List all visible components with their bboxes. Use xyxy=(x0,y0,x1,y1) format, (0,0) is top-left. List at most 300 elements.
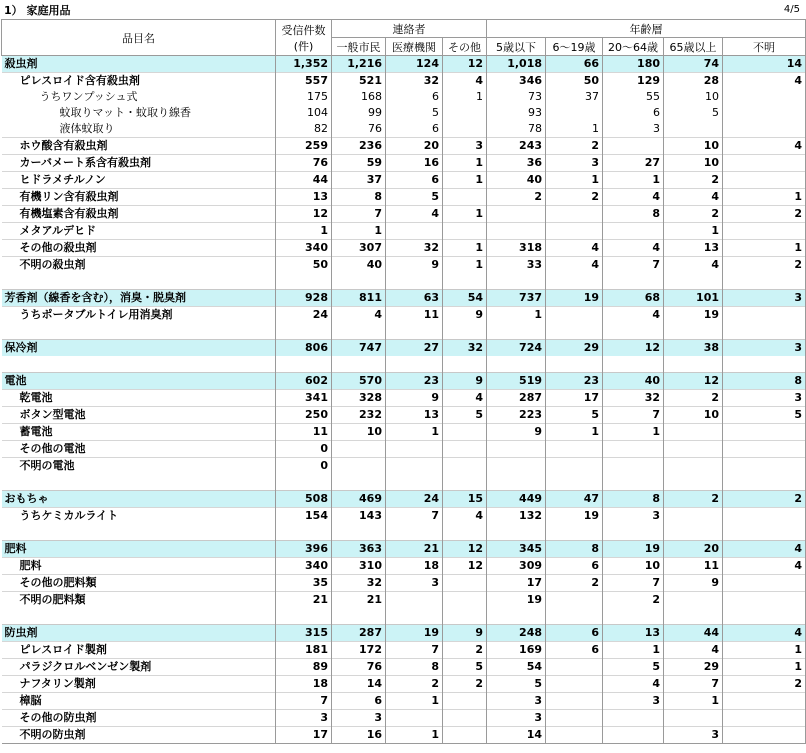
value-cell: 9 xyxy=(664,575,723,592)
table-row xyxy=(2,73,806,90)
value-cell: 6 xyxy=(603,105,664,121)
value-cell: 5 xyxy=(723,407,806,424)
value-cell: 1 xyxy=(443,257,487,274)
value-cell: 2 xyxy=(443,642,487,659)
value-cell: 40 xyxy=(603,373,664,390)
spacer-cell xyxy=(276,323,332,340)
value-cell: 168 xyxy=(332,89,386,105)
value-cell: 1 xyxy=(723,642,806,659)
value-cell: 928 xyxy=(276,290,332,307)
row-label: 蚊取りマット・蚊取り線香 xyxy=(2,105,276,121)
value-cell: 2 xyxy=(723,491,806,508)
value-cell: 1 xyxy=(546,121,603,138)
value-cell: 78 xyxy=(487,121,546,138)
value-cell: 1 xyxy=(603,642,664,659)
value-cell xyxy=(723,424,806,441)
value-cell: 2 xyxy=(664,390,723,407)
value-cell: 3 xyxy=(276,710,332,727)
value-cell: 4 xyxy=(546,240,603,257)
value-cell: 1 xyxy=(386,727,443,744)
value-cell: 3 xyxy=(603,121,664,138)
value-cell xyxy=(332,441,386,458)
value-cell: 27 xyxy=(386,340,443,357)
row-label: 殺虫剤 xyxy=(2,56,276,73)
value-cell: 74 xyxy=(664,56,723,73)
value-cell: 3 xyxy=(443,138,487,155)
value-cell: 21 xyxy=(386,541,443,558)
value-cell: 3 xyxy=(603,508,664,525)
value-cell: 18 xyxy=(386,558,443,575)
value-cell: 7 xyxy=(603,407,664,424)
value-cell: 37 xyxy=(546,89,603,105)
value-cell: 40 xyxy=(487,172,546,189)
value-cell: 5 xyxy=(664,105,723,121)
row-label: 肥料 xyxy=(2,558,276,575)
spacer-cell xyxy=(276,608,332,625)
row-label: うちポータブルトイレ用消臭剤 xyxy=(2,307,276,324)
value-cell xyxy=(723,693,806,710)
row-label: おもちゃ xyxy=(2,491,276,508)
value-cell: 1 xyxy=(723,189,806,206)
value-cell: 12 xyxy=(443,558,487,575)
spacer-cell xyxy=(276,273,332,290)
category-row xyxy=(2,541,806,558)
spacer-cell xyxy=(276,356,332,373)
value-cell: 6 xyxy=(546,625,603,642)
table-row xyxy=(2,240,806,257)
value-cell xyxy=(723,575,806,592)
value-cell: 328 xyxy=(332,390,386,407)
spacer-cell xyxy=(332,608,386,625)
value-cell: 124 xyxy=(386,56,443,73)
value-cell: 1 xyxy=(603,424,664,441)
value-cell: 570 xyxy=(332,373,386,390)
value-cell: 724 xyxy=(487,340,546,357)
spacer-cell xyxy=(546,323,603,340)
spacer-cell xyxy=(443,474,487,491)
header-col-general: 一般市民 xyxy=(332,38,386,56)
value-cell xyxy=(386,710,443,727)
table-row xyxy=(2,458,806,475)
header-col-medical: 医療機関 xyxy=(386,38,443,56)
value-cell: 806 xyxy=(276,340,332,357)
value-cell: 20 xyxy=(664,541,723,558)
table-row xyxy=(2,89,806,105)
value-cell: 2 xyxy=(603,592,664,609)
value-cell: 1,216 xyxy=(332,56,386,73)
value-cell xyxy=(546,592,603,609)
row-label: その他の電池 xyxy=(2,441,276,458)
value-cell: 12 xyxy=(603,340,664,357)
row-label: 有機塩素含有殺虫剤 xyxy=(2,206,276,223)
value-cell: 21 xyxy=(332,592,386,609)
value-cell: 44 xyxy=(276,172,332,189)
value-cell: 1 xyxy=(664,223,723,240)
value-cell: 4 xyxy=(443,508,487,525)
row-label: ピレスロイド含有殺虫剤 xyxy=(2,73,276,90)
table-row xyxy=(2,424,806,441)
value-cell: 68 xyxy=(603,290,664,307)
value-cell: 1 xyxy=(664,693,723,710)
statistics-table xyxy=(1,19,806,744)
value-cell: 2 xyxy=(664,491,723,508)
value-cell: 12 xyxy=(276,206,332,223)
spacer-cell xyxy=(386,273,443,290)
value-cell xyxy=(386,223,443,240)
spacer-row xyxy=(2,524,806,541)
value-cell: 5 xyxy=(603,659,664,676)
value-cell: 4 xyxy=(546,257,603,274)
value-cell: 10 xyxy=(664,407,723,424)
table-row xyxy=(2,710,806,727)
value-cell: 1 xyxy=(443,155,487,172)
value-cell: 340 xyxy=(276,240,332,257)
value-cell: 21 xyxy=(276,592,332,609)
spacer-cell xyxy=(386,474,443,491)
spacer-cell xyxy=(2,474,276,491)
value-cell xyxy=(603,727,664,744)
value-cell: 1 xyxy=(443,172,487,189)
value-cell: 1 xyxy=(546,424,603,441)
row-label: 不明の肥料類 xyxy=(2,592,276,609)
value-cell xyxy=(664,121,723,138)
row-label: 肥料 xyxy=(2,541,276,558)
value-cell: 4 xyxy=(723,541,806,558)
value-cell xyxy=(487,206,546,223)
value-cell: 5 xyxy=(546,407,603,424)
value-cell: 3 xyxy=(723,290,806,307)
value-cell: 7 xyxy=(276,693,332,710)
row-label: うちケミカルライト xyxy=(2,508,276,525)
value-cell: 27 xyxy=(603,155,664,172)
page-number: 4/5 xyxy=(783,4,800,15)
header-col-age-under5: 5歳以下 xyxy=(487,38,546,56)
value-cell: 29 xyxy=(664,659,723,676)
value-cell: 6 xyxy=(386,89,443,105)
spacer-cell xyxy=(2,356,276,373)
table-row xyxy=(2,105,806,121)
spacer-cell xyxy=(332,524,386,541)
table-row xyxy=(2,206,806,223)
value-cell: 66 xyxy=(546,56,603,73)
spacer-cell xyxy=(603,608,664,625)
value-cell: 10 xyxy=(664,155,723,172)
value-cell: 345 xyxy=(487,541,546,558)
value-cell: 37 xyxy=(332,172,386,189)
header-col-age-20-64: 20～64歳 xyxy=(603,38,664,56)
spacer-cell xyxy=(723,323,806,340)
value-cell: 4 xyxy=(443,73,487,90)
value-cell: 10 xyxy=(664,138,723,155)
table-row xyxy=(2,727,806,744)
value-cell: 1 xyxy=(386,693,443,710)
value-cell: 11 xyxy=(386,307,443,324)
table-row xyxy=(2,676,806,693)
table-row xyxy=(2,441,806,458)
row-label: 不明の電池 xyxy=(2,458,276,475)
spacer-row xyxy=(2,356,806,373)
value-cell xyxy=(664,441,723,458)
header-caller: 連絡者 xyxy=(332,20,487,38)
spacer-cell xyxy=(443,323,487,340)
value-cell: 243 xyxy=(487,138,546,155)
value-cell: 4 xyxy=(723,73,806,90)
spacer-cell xyxy=(723,608,806,625)
value-cell: 12 xyxy=(443,541,487,558)
value-cell: 54 xyxy=(443,290,487,307)
value-cell: 17 xyxy=(546,390,603,407)
value-cell xyxy=(603,138,664,155)
value-cell: 7 xyxy=(664,676,723,693)
value-cell: 4 xyxy=(603,240,664,257)
value-cell: 3 xyxy=(487,693,546,710)
value-cell: 16 xyxy=(332,727,386,744)
value-cell: 16 xyxy=(386,155,443,172)
table-row xyxy=(2,693,806,710)
value-cell: 2 xyxy=(723,257,806,274)
table-row xyxy=(2,172,806,189)
value-cell: 521 xyxy=(332,73,386,90)
value-cell: 1 xyxy=(546,172,603,189)
value-cell: 4 xyxy=(443,390,487,407)
spacer-cell xyxy=(487,474,546,491)
value-cell xyxy=(546,441,603,458)
value-cell: 9 xyxy=(443,625,487,642)
value-cell xyxy=(664,508,723,525)
table-header xyxy=(2,20,806,56)
table-row xyxy=(2,307,806,324)
category-row xyxy=(2,56,806,73)
value-cell: 89 xyxy=(276,659,332,676)
spacer-cell xyxy=(443,524,487,541)
value-cell: 40 xyxy=(332,257,386,274)
value-cell: 76 xyxy=(332,659,386,676)
value-cell: 9 xyxy=(386,390,443,407)
value-cell xyxy=(723,441,806,458)
value-cell: 232 xyxy=(332,407,386,424)
spacer-cell xyxy=(603,474,664,491)
spacer-cell xyxy=(546,474,603,491)
value-cell: 1,352 xyxy=(276,56,332,73)
row-label: 液体蚊取り xyxy=(2,121,276,138)
value-cell xyxy=(487,441,546,458)
value-cell: 557 xyxy=(276,73,332,90)
value-cell: 24 xyxy=(276,307,332,324)
value-cell xyxy=(664,458,723,475)
spacer-row xyxy=(2,323,806,340)
header-age: 年齢層 xyxy=(487,20,806,38)
row-label: 不明の防虫剤 xyxy=(2,727,276,744)
value-cell xyxy=(443,727,487,744)
value-cell: 13 xyxy=(603,625,664,642)
header-col-age-65plus: 65歳以上 xyxy=(664,38,723,56)
header-col-other: その他 xyxy=(443,38,487,56)
value-cell: 2 xyxy=(723,206,806,223)
value-cell: 309 xyxy=(487,558,546,575)
value-cell: 9 xyxy=(386,257,443,274)
value-cell: 6 xyxy=(546,642,603,659)
value-cell: 5 xyxy=(443,407,487,424)
value-cell: 12 xyxy=(443,56,487,73)
value-cell: 93 xyxy=(487,105,546,121)
value-cell: 101 xyxy=(664,290,723,307)
row-label: 防虫剤 xyxy=(2,625,276,642)
value-cell: 19 xyxy=(546,508,603,525)
value-cell: 8 xyxy=(386,659,443,676)
value-cell: 1 xyxy=(443,240,487,257)
value-cell: 737 xyxy=(487,290,546,307)
value-cell xyxy=(723,508,806,525)
header-col-age-6-19: 6～19歳 xyxy=(546,38,603,56)
value-cell: 19 xyxy=(603,541,664,558)
value-cell: 3 xyxy=(386,575,443,592)
value-cell: 7 xyxy=(386,508,443,525)
value-cell xyxy=(723,307,806,324)
table-body xyxy=(2,56,806,744)
value-cell: 9 xyxy=(487,424,546,441)
value-cell: 6 xyxy=(386,121,443,138)
value-cell: 346 xyxy=(487,73,546,90)
value-cell: 28 xyxy=(664,73,723,90)
value-cell: 8 xyxy=(723,373,806,390)
value-cell: 5 xyxy=(386,189,443,206)
row-label: 芳香剤（線香を含む），消臭・脱臭剤 xyxy=(2,290,276,307)
row-label: ホウ酸含有殺虫剤 xyxy=(2,138,276,155)
value-cell: 4 xyxy=(723,558,806,575)
spacer-cell xyxy=(487,323,546,340)
value-cell: 250 xyxy=(276,407,332,424)
spacer-cell xyxy=(487,356,546,373)
value-cell: 1 xyxy=(332,223,386,240)
row-label: メタアルデヒド xyxy=(2,223,276,240)
value-cell: 19 xyxy=(487,592,546,609)
value-cell: 318 xyxy=(487,240,546,257)
spacer-row xyxy=(2,273,806,290)
value-cell xyxy=(546,223,603,240)
value-cell: 11 xyxy=(664,558,723,575)
table-row xyxy=(2,508,806,525)
value-cell: 132 xyxy=(487,508,546,525)
value-cell: 2 xyxy=(443,676,487,693)
value-cell: 29 xyxy=(546,340,603,357)
value-cell: 3 xyxy=(603,693,664,710)
value-cell: 36 xyxy=(487,155,546,172)
value-cell xyxy=(664,424,723,441)
value-cell xyxy=(443,441,487,458)
value-cell: 19 xyxy=(386,625,443,642)
value-cell: 73 xyxy=(487,89,546,105)
value-cell: 9 xyxy=(443,373,487,390)
value-cell: 3 xyxy=(546,155,603,172)
value-cell: 10 xyxy=(603,558,664,575)
value-cell: 315 xyxy=(276,625,332,642)
value-cell: 4 xyxy=(664,642,723,659)
row-label: 不明の殺虫剤 xyxy=(2,257,276,274)
value-cell: 4 xyxy=(664,257,723,274)
value-cell: 17 xyxy=(487,575,546,592)
value-cell: 236 xyxy=(332,138,386,155)
value-cell xyxy=(723,89,806,105)
value-cell: 2 xyxy=(487,189,546,206)
value-cell: 10 xyxy=(332,424,386,441)
value-cell: 33 xyxy=(487,257,546,274)
value-cell xyxy=(546,307,603,324)
value-cell: 287 xyxy=(332,625,386,642)
spacer-cell xyxy=(723,356,806,373)
spacer-cell xyxy=(723,273,806,290)
value-cell: 104 xyxy=(276,105,332,121)
value-cell: 23 xyxy=(386,373,443,390)
value-cell: 169 xyxy=(487,642,546,659)
value-cell: 6 xyxy=(386,172,443,189)
value-cell xyxy=(723,727,806,744)
value-cell: 0 xyxy=(276,441,332,458)
value-cell: 14 xyxy=(487,727,546,744)
table-row xyxy=(2,121,806,138)
value-cell: 14 xyxy=(332,676,386,693)
value-cell: 13 xyxy=(664,240,723,257)
header-total: 受信件数(件) xyxy=(276,20,332,56)
spacer-cell xyxy=(443,356,487,373)
value-cell: 7 xyxy=(332,206,386,223)
value-cell xyxy=(443,575,487,592)
value-cell: 4 xyxy=(723,138,806,155)
spacer-cell xyxy=(2,323,276,340)
value-cell xyxy=(546,206,603,223)
spacer-cell xyxy=(2,273,276,290)
value-cell xyxy=(546,676,603,693)
value-cell: 2 xyxy=(546,575,603,592)
value-cell xyxy=(546,693,603,710)
value-cell: 307 xyxy=(332,240,386,257)
value-cell: 602 xyxy=(276,373,332,390)
category-row xyxy=(2,373,806,390)
value-cell: 32 xyxy=(332,575,386,592)
value-cell: 4 xyxy=(664,189,723,206)
table-row xyxy=(2,575,806,592)
value-cell: 248 xyxy=(487,625,546,642)
value-cell: 5 xyxy=(487,676,546,693)
value-cell: 2 xyxy=(664,206,723,223)
value-cell: 154 xyxy=(276,508,332,525)
value-cell: 143 xyxy=(332,508,386,525)
value-cell: 1 xyxy=(443,206,487,223)
value-cell: 59 xyxy=(332,155,386,172)
value-cell: 32 xyxy=(386,240,443,257)
value-cell: 82 xyxy=(276,121,332,138)
value-cell: 20 xyxy=(386,138,443,155)
value-cell xyxy=(546,105,603,121)
spacer-cell xyxy=(723,474,806,491)
row-label: 電池 xyxy=(2,373,276,390)
spacer-cell xyxy=(546,356,603,373)
value-cell: 12 xyxy=(664,373,723,390)
value-cell: 6 xyxy=(546,558,603,575)
header-col-age-unknown: 不明 xyxy=(723,38,806,56)
value-cell xyxy=(443,710,487,727)
spacer-cell xyxy=(443,608,487,625)
value-cell: 4 xyxy=(603,189,664,206)
value-cell: 4 xyxy=(332,307,386,324)
value-cell: 5 xyxy=(443,659,487,676)
value-cell: 1 xyxy=(723,240,806,257)
value-cell xyxy=(386,592,443,609)
header-item-name: 品目名 xyxy=(2,20,276,56)
value-cell: 1 xyxy=(723,659,806,676)
spacer-cell xyxy=(664,608,723,625)
value-cell xyxy=(723,458,806,475)
value-cell: 7 xyxy=(386,642,443,659)
